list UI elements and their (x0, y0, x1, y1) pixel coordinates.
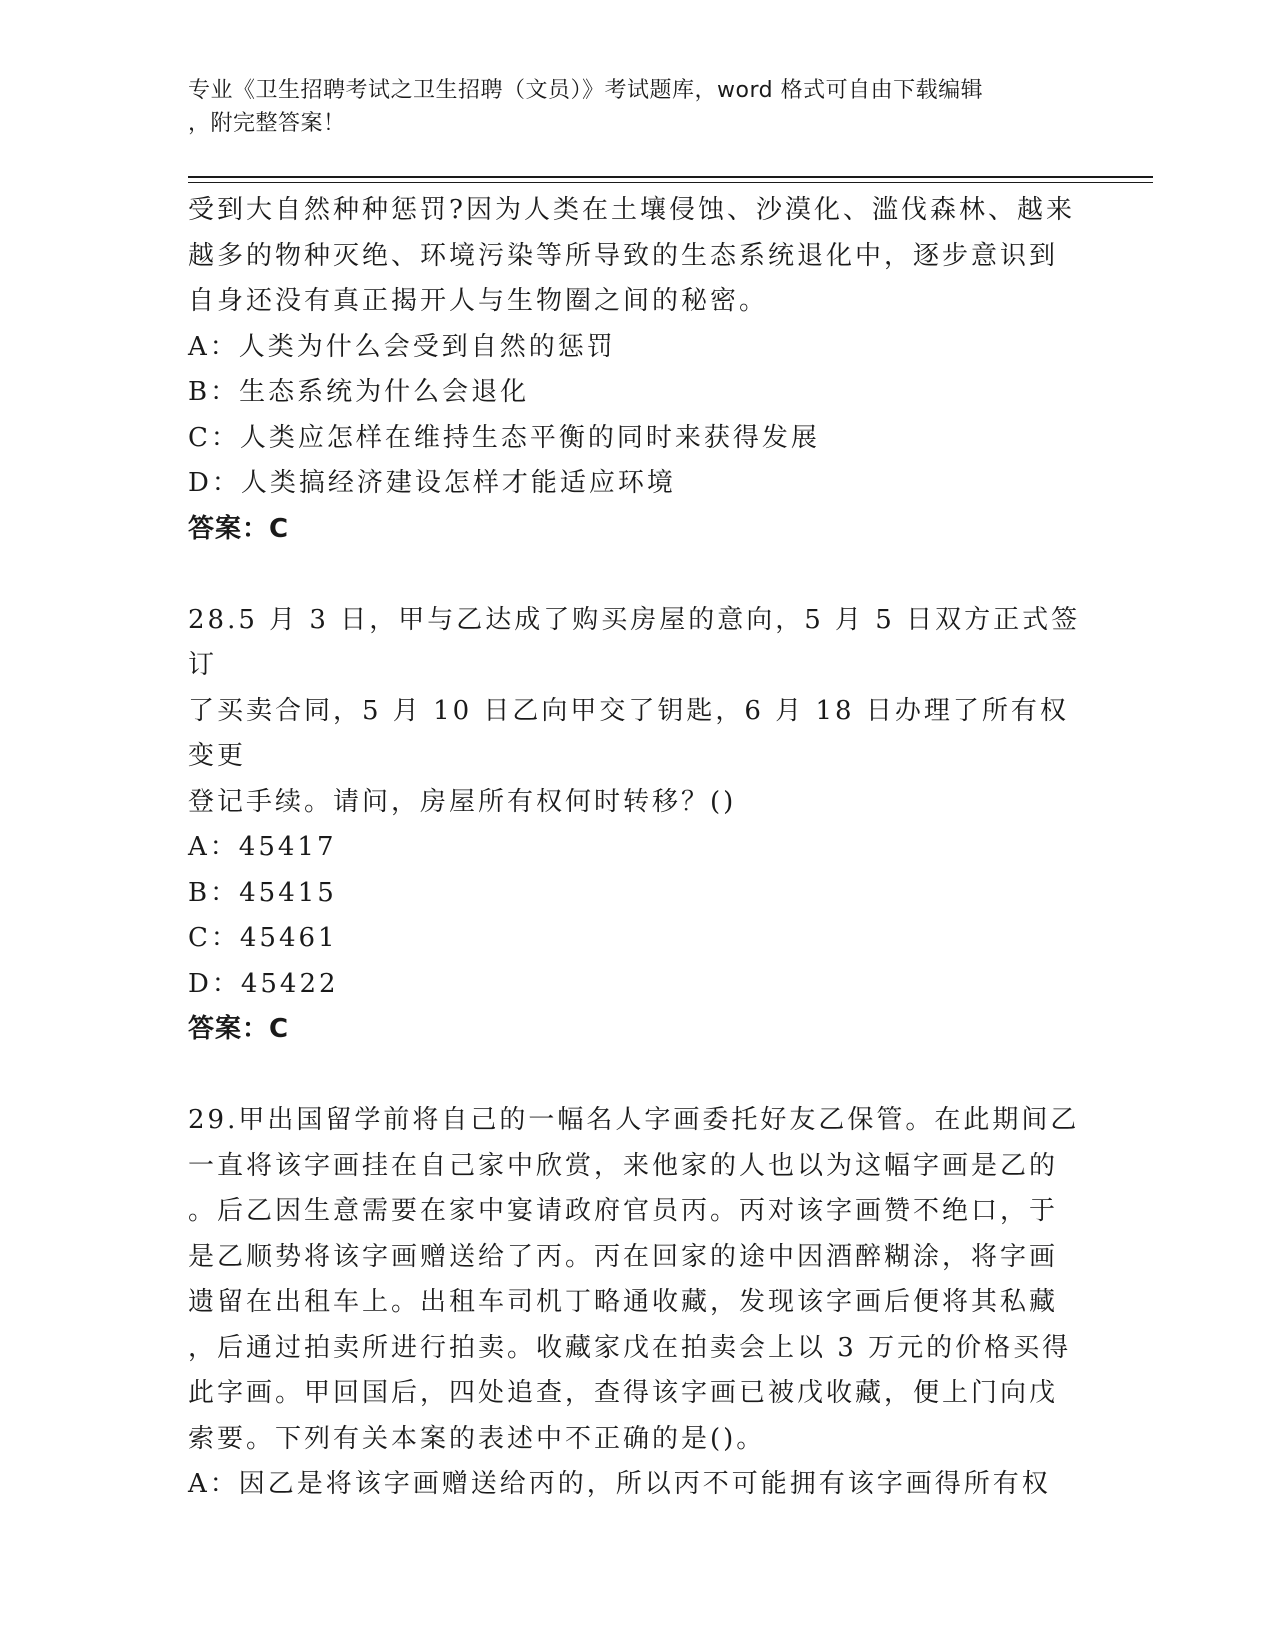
header-line-2: ，附完整答案！ (188, 111, 346, 136)
spacer (188, 552, 1088, 598)
option-a: A：45417 (188, 832, 337, 862)
question-text-line: 了买卖合同，5 月 10 日乙向甲交了钥匙，6 月 18 日办理了所有权变更 (188, 695, 1069, 771)
question-text-line: 此字画。甲回国后，四处追查，查得该字画已被戊收藏，便上门向戊 (188, 1378, 1059, 1408)
header-line-1: 专业《卫生招聘考试之卫生招聘（文员）》考试题库，word 格式可自由下载编辑 (188, 78, 984, 103)
option-b: B：生态系统为什么会退化 (188, 377, 530, 407)
question-text-line: ，后通过拍卖所进行拍卖。收藏家戊在拍卖会上以 3 万元的价格买得 (188, 1332, 1072, 1363)
option-a: A：因乙是将该字画赠送给丙的，所以丙不可能拥有该字画得所有权 (188, 1469, 1051, 1499)
question-text-line: 28.5 月 3 日，甲与乙达成了购买房屋的意向，5 月 5 日双方正式签订 (188, 604, 1081, 680)
question-text-line: 索要。下列有关本案的表述中不正确的是()。 (188, 1423, 766, 1454)
option-d: D：45422 (188, 968, 339, 999)
document-header (188, 74, 1068, 140)
question-text-line: 是乙顺势将该字画赠送给了丙。丙在回家的途中因酒醉糊涂，将字画 (188, 1241, 1059, 1272)
option-d: D：人类搞经济建设怎样才能适应环境 (188, 468, 676, 498)
answer: 答案：C (188, 1014, 290, 1044)
question-text-line: 受到大自然种种惩罚?因为人类在土壤侵蚀、沙漠化、滥伐森林、越来 (188, 195, 1075, 225)
question-text-line: 一直将该字画挂在自己家中欣赏，来他家的人也以为这幅字画是乙的 (188, 1150, 1059, 1181)
option-b: B：45415 (188, 877, 337, 908)
question-29 (188, 1098, 1088, 1508)
question-text-line: 登记手续。请问，房屋所有权何时转移？() (188, 786, 737, 817)
question-block (188, 188, 1088, 552)
question-text-line: 。后乙因生意需要在家中宴请政府官员丙。丙对该字画赞不绝口，于 (188, 1196, 1059, 1226)
header-divider (188, 176, 1153, 178)
option-c: C：45461 (188, 923, 338, 953)
question-text-line: 29.甲出国留学前将自己的一幅名人字画委托好友乙保管。在此期间乙 (188, 1105, 1080, 1135)
option-c: C：人类应怎样在维持生态平衡的同时来获得发展 (188, 422, 820, 453)
question-text-line: 越多的物种灭绝、环境污染等所导致的生态系统退化中，逐步意识到 (188, 240, 1059, 271)
header-divider-thin (188, 182, 1153, 183)
spacer (188, 1053, 1088, 1099)
question-text-line: 自身还没有真正揭开人与生物圈之间的秘密。 (188, 286, 769, 316)
document-body (188, 188, 1088, 1508)
question-text-line: 遗留在出租车上。出租车司机丁略通收藏，发现该字画后便将其私藏 (188, 1287, 1059, 1317)
answer: 答案：C (188, 513, 290, 544)
question-28 (188, 598, 1088, 1053)
option-a: A：人类为什么会受到自然的惩罚 (188, 331, 616, 362)
